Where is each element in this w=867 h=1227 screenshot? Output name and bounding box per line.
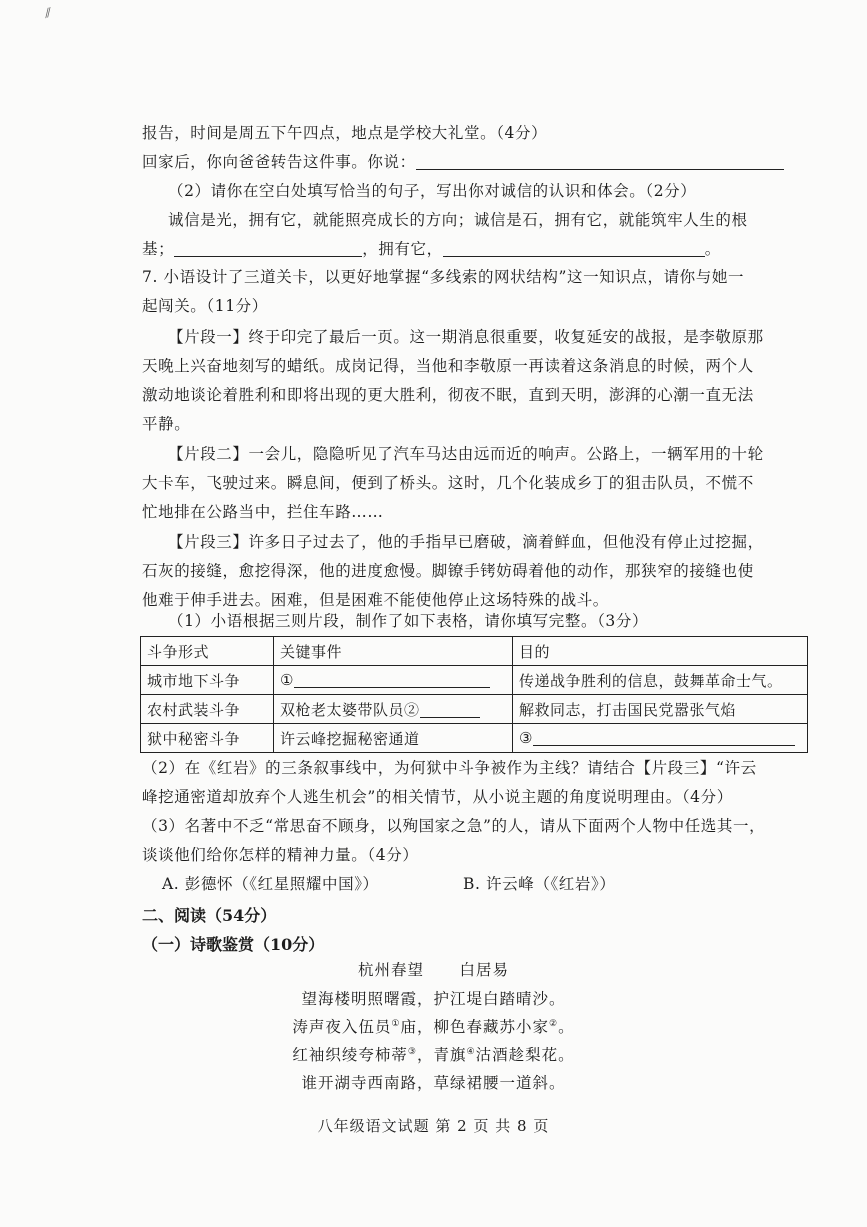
answer-blank[interactable] bbox=[416, 153, 784, 170]
excerpt-line: 大卡车，飞驶过来。瞬息间，便到了桥头。这时，几个化装成乡丁的狙击队员，不慌不 bbox=[142, 474, 754, 492]
excerpt-line: 平静。 bbox=[142, 415, 191, 433]
answer-blank[interactable] bbox=[294, 671, 490, 688]
answer-blank[interactable] bbox=[533, 729, 795, 746]
question-prompt: 峰挖通密道却放弃个人逃生机会”的相关情节，从小说主题的角度说明理由。（4分） bbox=[142, 788, 733, 806]
table-cell: 解救同志，打击国民党嚣张气焰 bbox=[513, 695, 808, 724]
question-prompt: （1）小语根据三则片段，制作了如下表格，请你填写完整。（3分） bbox=[168, 612, 649, 630]
section-title: 二、阅读（54分） bbox=[142, 906, 277, 925]
excerpt-line: 他难于伸手进去。困难，但是困难不能使他停止这场特殊的战斗。 bbox=[142, 591, 609, 609]
poem-heading bbox=[0, 958, 867, 980]
table-cell: ① bbox=[274, 666, 513, 695]
struggle-table bbox=[140, 636, 808, 753]
page-footer: 八年级语文试题 第 2 页 共 8 页 bbox=[317, 1117, 550, 1135]
question-title: 7. 小语设计了三道关卡，以更好地掌握“多线索的网状结构”这一知识点，请你与她一 bbox=[142, 268, 745, 286]
poem-author: 白居易 bbox=[459, 961, 510, 979]
text-line: 诚信是光，拥有它，就能照亮成长的方向；诚信是石，拥有它，就能筑牢人生的根 bbox=[168, 211, 748, 229]
table-row bbox=[141, 666, 808, 695]
footnote-mark: ③ bbox=[407, 1046, 417, 1057]
option-b: B. 许云峰（《红岩》） bbox=[463, 875, 616, 893]
excerpt-line: 天晚上兴奋地刻写的蜡纸。成岗记得，当他和李敬原一再读着这条消息的时候，两个人 bbox=[142, 357, 754, 375]
footnote-mark: ② bbox=[549, 1018, 559, 1029]
table-cell: 许云峰挖掘秘密通道 bbox=[274, 724, 513, 753]
text-line: 回家后，你向爸爸转告这件事。你说： bbox=[142, 151, 784, 173]
table-header-row bbox=[141, 637, 808, 666]
table-cell: 双枪老太婆带队员② bbox=[274, 695, 513, 724]
excerpt-line: 【片段一】终于印完了最后一页。这一期消息很重要，收复延安的战报，是李敬原那 bbox=[168, 328, 764, 346]
answer-blank[interactable] bbox=[420, 701, 480, 718]
poem-title: 杭州春望 bbox=[357, 961, 424, 979]
text-line: 基； ，拥有它， 。 bbox=[142, 240, 721, 258]
question-prompt: 谈谈他们给你怎样的精神力量。（4分） bbox=[142, 846, 419, 864]
excerpt-line: 【片段三】许多日子过去了，他的手指早已磨破，滴着鲜血，但他没有停止过挖掘， bbox=[168, 533, 764, 551]
excerpt-line: 忙地排在公路当中，拦住车路…… bbox=[142, 503, 384, 521]
option-a: A. 彭德怀（《红星照耀中国》） bbox=[162, 875, 379, 893]
footnote-mark: ① bbox=[391, 1018, 401, 1029]
table-header: 斗争形式 bbox=[141, 637, 274, 666]
table-header: 目的 bbox=[513, 637, 808, 666]
table-row bbox=[141, 724, 808, 753]
answer-blank[interactable] bbox=[443, 240, 705, 257]
subsection-title: （一）诗歌鉴赏（10分） bbox=[142, 935, 325, 954]
excerpt-line: 【片段二】一会儿，隐隐听见了汽车马达由远而近的响声。公路上，一辆军用的十轮 bbox=[168, 445, 764, 463]
excerpt-line: 石灰的接缝，愈挖得深，他的进度愈慢。脚镣手铐妨碍着他的动作，那狭窄的接缝也使 bbox=[142, 562, 754, 580]
table-cell: 城市地下斗争 bbox=[141, 666, 274, 695]
text-line: 报告，时间是周五下午四点，地点是学校大礼堂。（4分） bbox=[142, 124, 548, 142]
table-cell: 传递战争胜利的信息，鼓舞革命士气。 bbox=[513, 666, 808, 695]
poem-line: 涛声夜入伍员①庙，柳色春藏苏小家②。 bbox=[292, 1018, 575, 1036]
scan-mark: ⁄⁄ bbox=[43, 5, 53, 21]
table-header: 关键事件 bbox=[274, 637, 513, 666]
poem-line: 谁开湖寺西南路，草绿裙腰一道斜。 bbox=[301, 1074, 566, 1092]
table-cell: 狱中秘密斗争 bbox=[141, 724, 274, 753]
table-cell: ③ bbox=[513, 724, 808, 753]
table-cell: 农村武装斗争 bbox=[141, 695, 274, 724]
table-row bbox=[141, 695, 808, 724]
question-title: 起闯关。（11分） bbox=[142, 297, 268, 315]
answer-blank[interactable] bbox=[174, 240, 362, 257]
excerpt-line: 激动地谈论着胜利和即将出现的更大胜利，彻夜不眠，直到天明，澎湃的心潮一直无法 bbox=[142, 386, 754, 404]
question-prompt: （3）名著中不乏“常思奋不顾身，以殉国家之急”的人，请从下面两个人物中任选其一， bbox=[142, 817, 766, 835]
footnote-mark: ④ bbox=[466, 1046, 476, 1057]
question-prompt: （2）在《红岩》的三条叙事线中，为何狱中斗争被作为主线？请结合【片段三】“许云 bbox=[142, 759, 757, 777]
question-prompt: （2）请你在空白处填写恰当的句子，写出你对诚信的认识和体会。（2分） bbox=[168, 182, 697, 200]
poem-line: 红袖织绫夸柿蒂③，青旗④沽酒趁梨花。 bbox=[292, 1046, 575, 1064]
poem-line: 望海楼明照曙霞，护江堤白踏晴沙。 bbox=[301, 990, 566, 1008]
